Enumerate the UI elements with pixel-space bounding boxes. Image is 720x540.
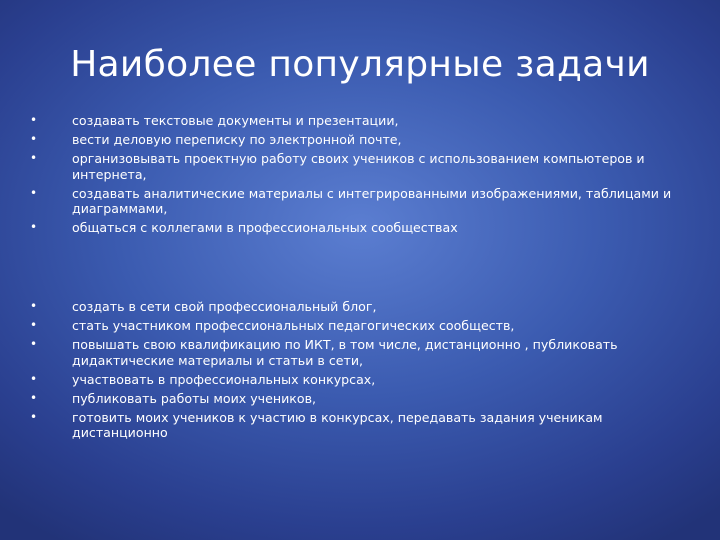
bullet-text: создавать текстовые документы и презентации, (72, 113, 399, 128)
bullet-text: общаться с коллегами в профессиональных сообществах (72, 220, 458, 235)
bullet-icon: • (30, 185, 38, 200)
bullet-list-goals (30, 299, 690, 444)
bullet-item (30, 132, 690, 148)
bullet-icon: • (30, 337, 38, 351)
bullet-icon: • (30, 371, 38, 386)
bullet-icon: • (30, 299, 38, 313)
bullet-item (30, 220, 690, 236)
slide-title: Наиболее популярные задачи (70, 44, 650, 85)
bullet-list-tasks (30, 113, 690, 239)
bullet-item (30, 299, 690, 315)
bullet-text: вести деловую переписку по электронной почте, (72, 132, 402, 147)
bullet-item (30, 391, 690, 407)
bullet-text: организовывать проектную работу своих учеников с использованием компьютеров и интернета, (72, 151, 645, 182)
bullet-icon: • (30, 318, 38, 332)
bullet-text: участвовать в профессиональных конкурсах, (72, 371, 376, 387)
bullet-text: готовить моих учеников к участию в конкурсах, передавать задания ученикам дистанционно (72, 409, 603, 440)
bullet-icon: • (30, 113, 38, 127)
bullet-item (30, 372, 690, 388)
bullet-text: создавать аналитические материалы с интегрированными изображениями, таблицами и диаграммами, (72, 185, 672, 216)
bullet-item (30, 318, 690, 334)
bullet-item (30, 151, 690, 182)
bullet-text: создать в сети свой профессиональный блог, (72, 299, 377, 314)
bullet-icon: • (30, 220, 38, 234)
bullet-item (30, 410, 690, 441)
bullet-text: стать участником профессиональных педагогических сообществ, (72, 318, 515, 333)
bullet-item (30, 337, 690, 368)
bullet-text: повышать свою квалификацию по ИКТ, в том числе, дистанционно , публиковать дидактические материалы и статьи в сети, (72, 337, 618, 368)
bullet-text: публиковать работы моих учеников, (72, 390, 317, 406)
bullet-item (30, 113, 690, 129)
bullet-icon: • (30, 409, 38, 424)
bullet-icon: • (30, 151, 38, 165)
bullet-icon: • (30, 132, 38, 146)
bullet-item (30, 186, 690, 217)
bullet-icon: • (30, 390, 38, 405)
